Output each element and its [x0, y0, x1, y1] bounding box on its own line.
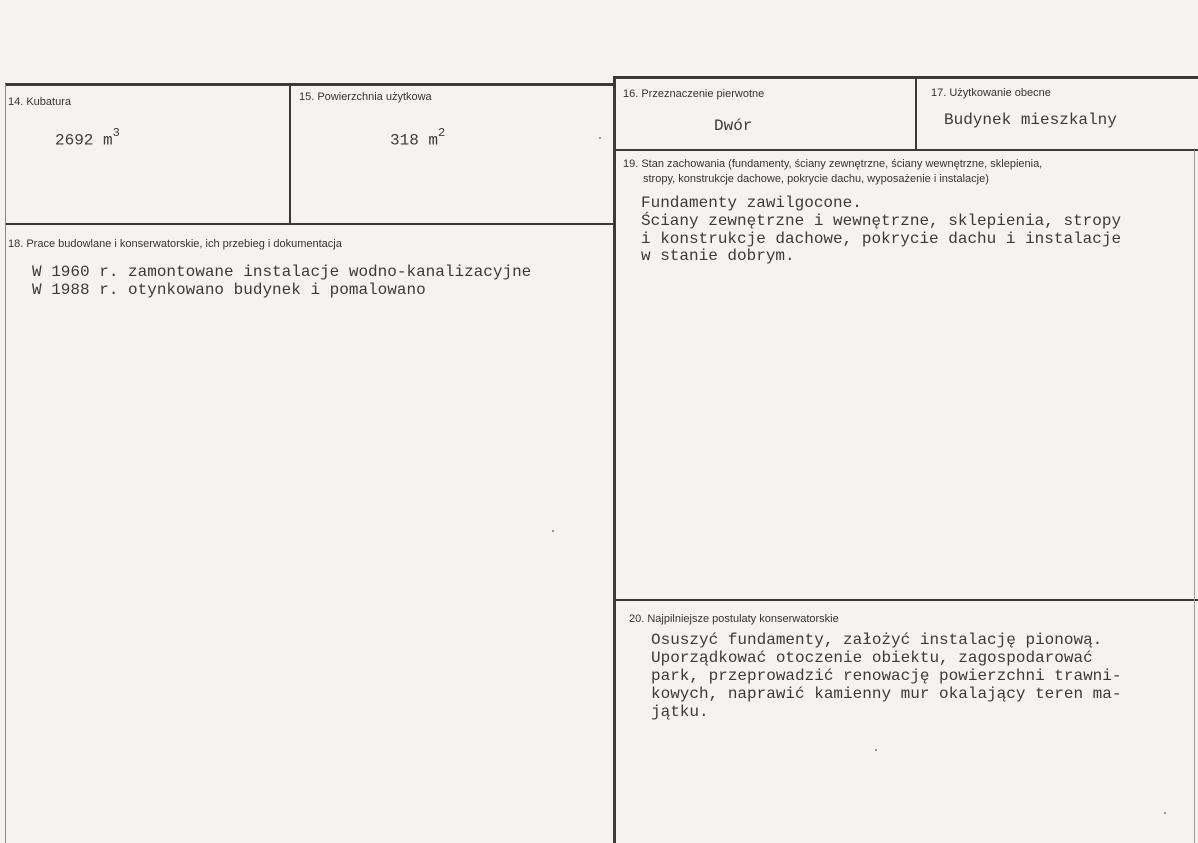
field-18-line-2: W 1988 r. otynkowano budynek i pomalowano [32, 281, 426, 299]
paper-speck [1164, 812, 1166, 814]
field-20-line-5: jątku. [651, 703, 709, 721]
field-14-number: 2692 m [55, 131, 113, 150]
rule-under-14-15 [5, 223, 615, 225]
field-19-line-3: i konstrukcje dachowe, pokrycie dachu i instalacje [641, 230, 1122, 248]
field-20-line-2: Uporządkować otoczenie obiektu, zagospodarować [651, 649, 1093, 667]
field-18-line-1: W 1960 r. zamontowane instalacje wodno-kanalizacyjne [32, 263, 532, 281]
field-19-line-2: Ściany zewnętrzne i wewnętrzne, sklepienia, stropy [641, 212, 1122, 230]
field-19-line-1: Fundamenty zawilgocone. [641, 194, 862, 212]
field-20-line-1: Osuszyć fundamenty, założyć instalację pionową. [651, 631, 1103, 649]
field-20-line-3: park, przeprowadzić renowację powierzchni trawni- [651, 667, 1122, 685]
field-17-label: 17. Użytkowanie obecne [931, 87, 1051, 99]
right-edge-line [1194, 150, 1195, 843]
paper-speck [599, 137, 601, 139]
paper-speck [552, 530, 554, 532]
divider-14-15 [289, 84, 291, 225]
left-edge-line [5, 84, 6, 843]
rule-under-16-17 [614, 149, 1198, 151]
field-16-value: Dwór [714, 117, 753, 135]
field-18-label: 18. Prace budowlane i konserwatorskie, ich przebieg i dokumentacja [8, 238, 342, 250]
field-14-exponent: 3 [112, 126, 120, 140]
field-15-value [390, 126, 445, 150]
field-20-line-4: kowych, naprawić kamienny mur okalający teren ma- [651, 685, 1122, 703]
rule-above-20 [614, 599, 1198, 601]
paper-speck [875, 749, 877, 751]
main-vertical-divider [613, 77, 616, 843]
field-14-value [55, 126, 120, 150]
field-15-label: 15. Powierzchnia użytkowa [299, 91, 432, 103]
field-14-label: 14. Kubatura [8, 96, 71, 108]
field-19-label-line-2: stropy, konstrukcje dachowe, pokrycie dachu, wyposażenie i instalacje) [643, 173, 989, 185]
field-20-label: 20. Najpilniejsze postulaty konserwatorskie [629, 613, 839, 625]
top-rule-left [5, 83, 613, 86]
field-19-line-4: w stanie dobrym. [641, 247, 795, 265]
field-17-value: Budynek mieszkalny [944, 111, 1117, 129]
top-rule-right [613, 76, 1198, 79]
field-16-label: 16. Przeznaczenie pierwotne [623, 88, 765, 100]
field-15-number: 318 m [390, 131, 439, 150]
field-19-label-line-1: 19. Stan zachowania (fundamenty, ściany zewnętrzne, ściany wewnętrzne, sklepienia, [623, 158, 1043, 170]
field-15-exponent: 2 [438, 126, 446, 140]
divider-16-17 [915, 77, 917, 150]
